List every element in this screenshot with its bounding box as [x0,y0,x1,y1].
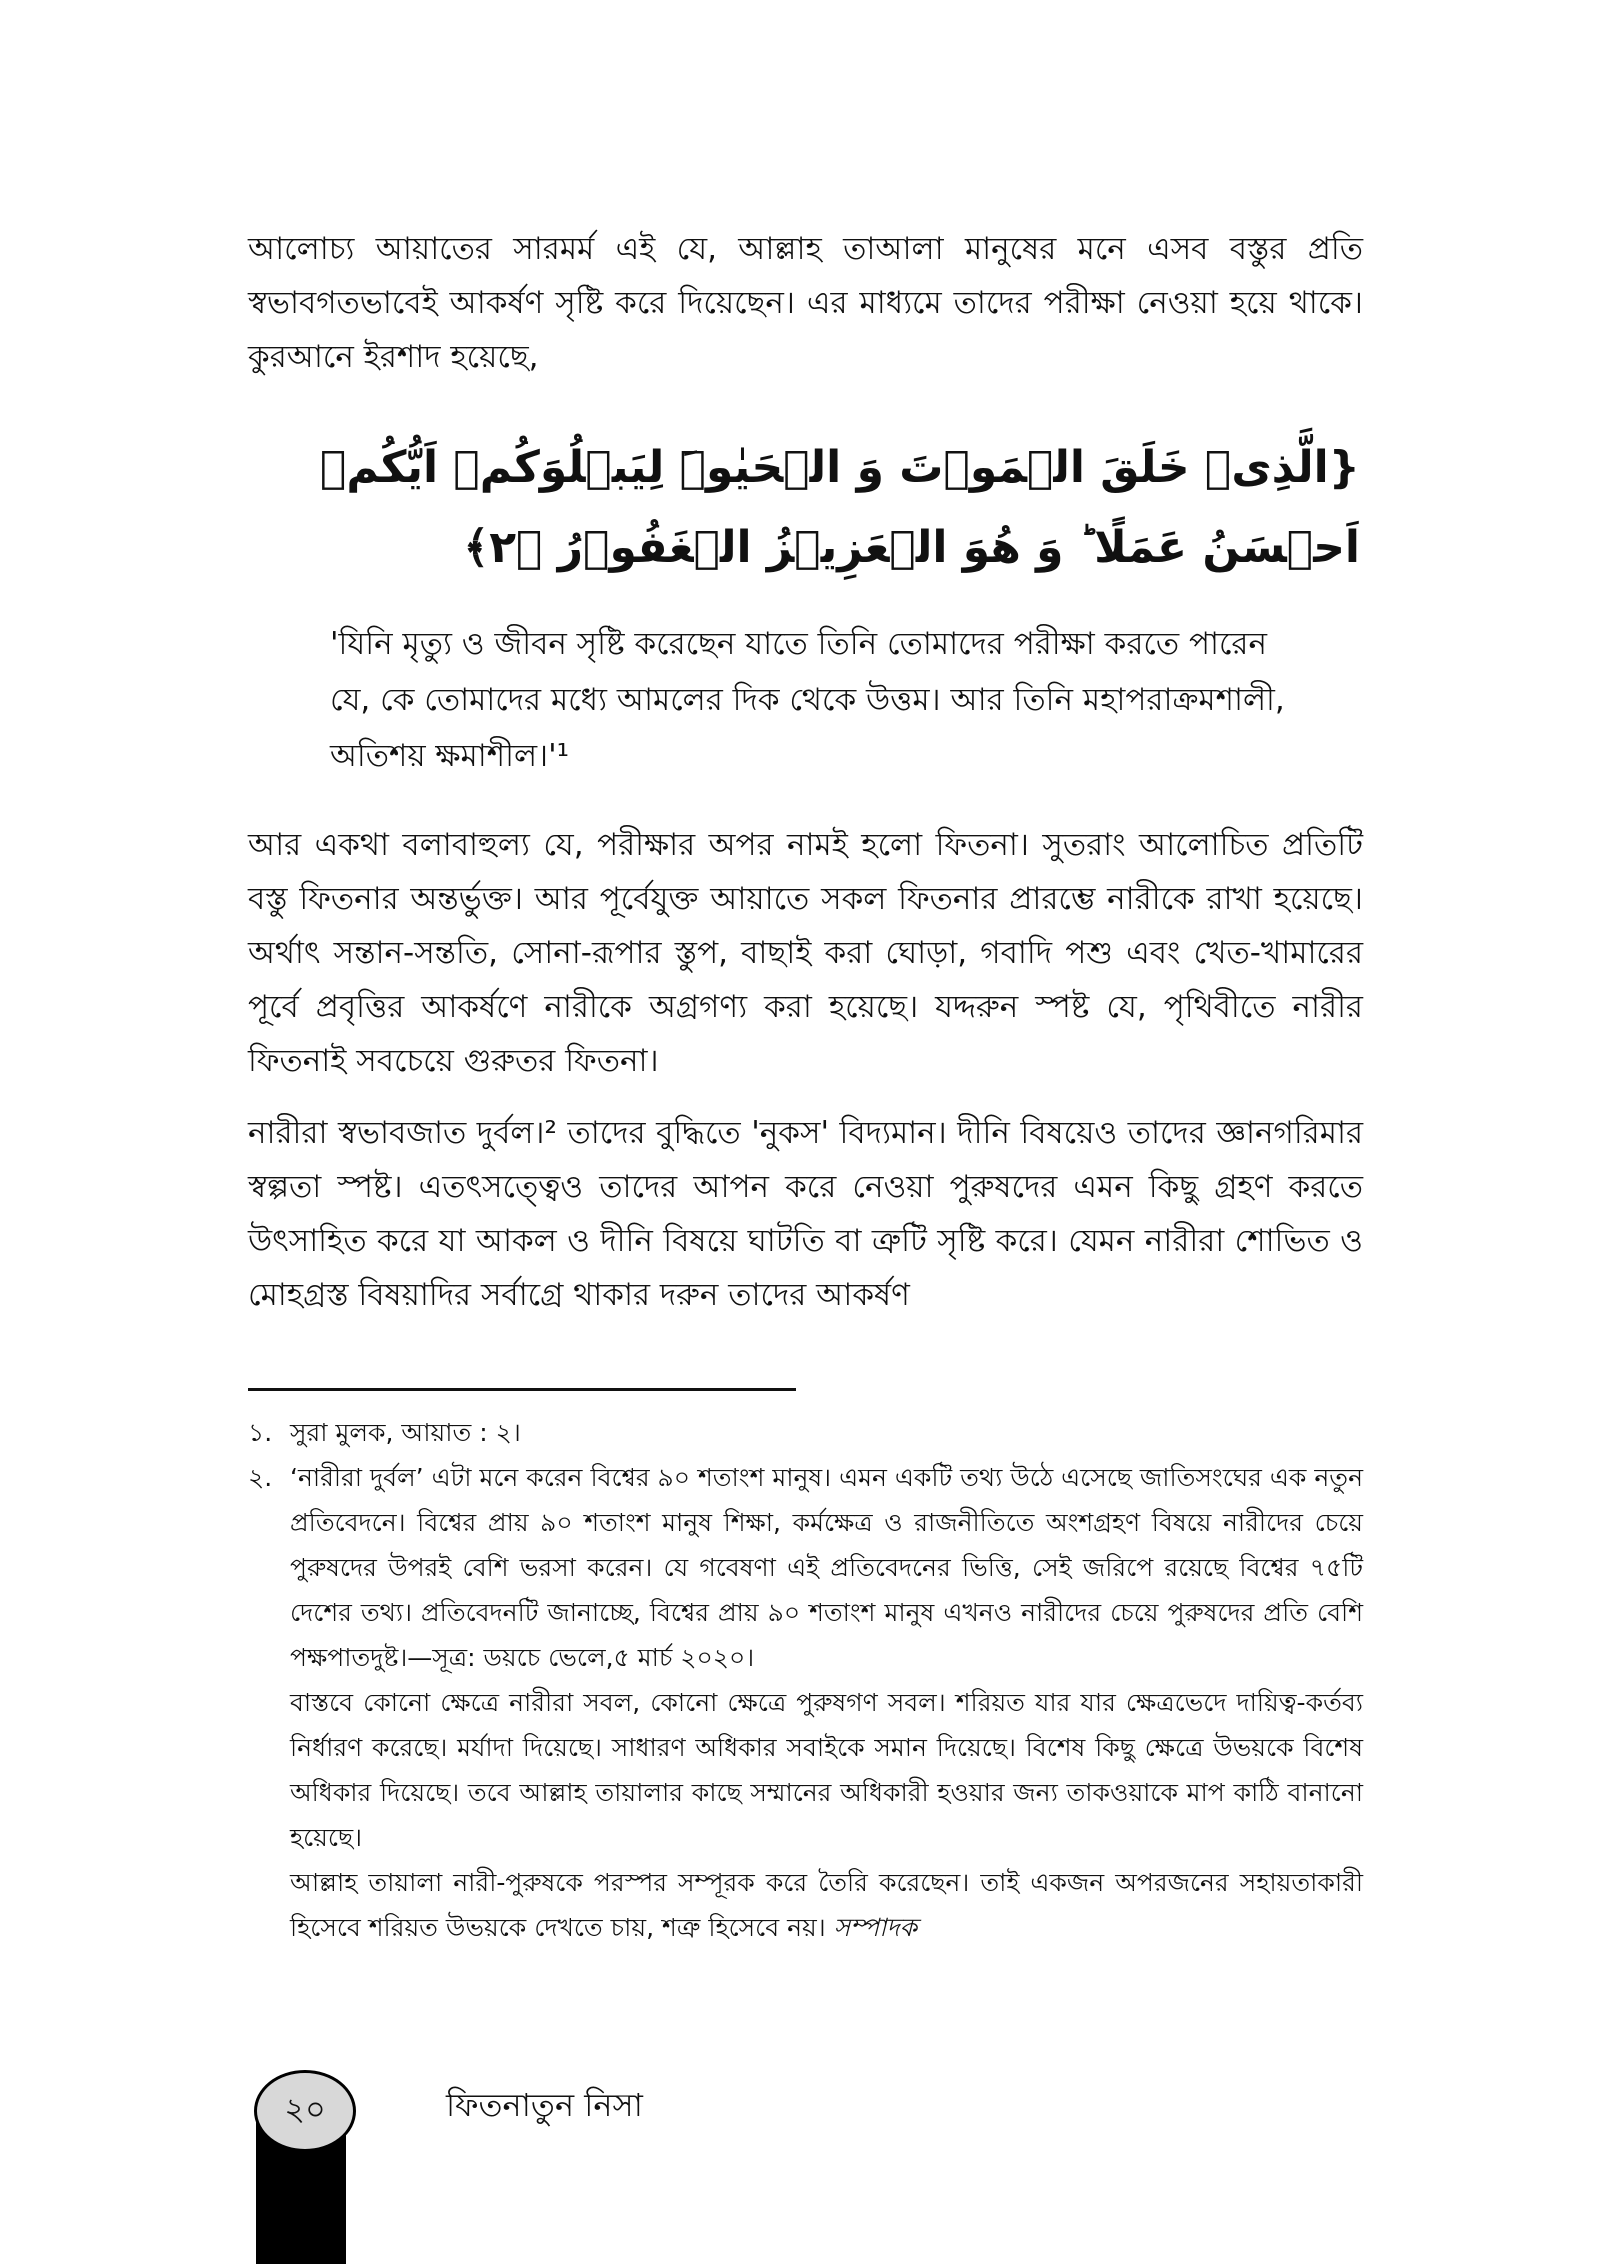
paragraph-women: নারীরা স্বভাবজাত দুর্বল।² তাদের বুদ্ধিতে 'নুকস' বিদ্যমান। দীনি বিষয়েও তাদের জ্ঞানগরিমার স্বল্পতা স্পষ্ট। এতৎসত্ত্বেও তাদের আপন করে নেওয়া পুরুষদের এমন কিছু গ্রহণ করতে উৎসাহিত করে যা আকল ও দীনি বিষয়ে ঘাটতি বা ত্রুটি সৃষ্টি করে। যেমন নারীরা শোভিত ও মোহগ্রস্ত বিষয়াদির সর্বাগ্রে থাকার দরুন তাদের আকর্ষণ [248,1115,1363,1313]
paragraph-intro: আলোচ্য আয়াতের সারমর্ম এই যে, আল্লাহ তাআলা মানুষের মনে এসব বস্তুর প্রতি স্বভাবগতভাবেই আকর্ষণ সৃষ্টি করে দিয়েছেন। এর মাধ্যমে তাদের পরীক্ষা নেওয়া হয়ে থাকে। কুরআনে ইরশাদ হয়েছে, [248,231,1363,375]
footnote-1-number: ১. [248,1418,273,1447]
footnotes [248,1410,1363,1950]
footnote-1-text: সুরা মুলক, আয়াত : ২। [290,1418,521,1447]
footnote-2 [248,1455,1363,1680]
footnote-1 [248,1410,1363,1455]
editor-credit: সম্পাদক [833,1913,917,1942]
body-text-main [248,818,1363,1340]
body-text-top [248,222,1363,402]
footnote-2-number: ২. [248,1463,273,1492]
footnote-2-paragraph-2: বাস্তবে কোনো ক্ষেত্রে নারীরা সবল, কোনো ক্ষেত্রে পুরুষগণ সবল। শরিয়ত যার যার ক্ষেত্রভেদে দায়িত্ব-কর্তব্য নির্ধারণ করেছে। মর্যাদা দিয়েছে। সাধারণ অধিকার সবাইকে সমান দিয়েছে। বিশেষ কিছু ক্ষেত্রে উভয়কে বিশেষ অধিকার দিয়েছে। তবে আল্লাহ তায়ালার কাছে সম্মানের অধিকারী হওয়ার জন্য তাকওয়াকে মাপ কাঠি বানানো হয়েছে। [290,1688,1363,1852]
running-book-title: ফিতনাতুন নিসা [446,2086,643,2124]
arabic-verse: {الَّذِیۡ خَلَقَ الۡمَوۡتَ وَ الۡحَیٰوۃَ لِیَبۡلُوَکُمۡ اَیُّکُمۡ اَحۡسَنُ عَمَلًا ؕ وَ هُوَ الۡعَزِیۡزُ الۡغَفُوۡرُ ﴿۲﴾ [319,442,1360,573]
footnote-divider [248,1388,796,1391]
verse-translation: 'যিনি মৃত্যু ও জীবন সৃষ্টি করেছেন যাতে তিনি তোমাদের পরীক্ষা করতে পারেন যে, কে তোমাদের মধ্যে আমলের দিক থেকে উত্তম। আর তিনি মহাপরাক্রমশালী, অতিশয় ক্ষমাশীল।'¹ [330,626,1285,774]
footnote-2-paragraph-3-text: আল্লাহ তায়ালা নারী-পুরুষকে পরস্পর সম্পূরক করে তৈরি করেছেন। তাই একজন অপরজনের সহায়তাকারী হিসেবে শরিয়ত উভয়কে দেখতে চায়, শত্রু হিসেবে নয়। [290,1868,1363,1942]
footnote-2-paragraph-3 [290,1860,1363,1950]
page-number: ২০ [254,2070,356,2152]
paragraph-fitna: আর একথা বলাবাহুল্য যে, পরীক্ষার অপর নামই হলো ফিতনা। সুতরাং আলোচিত প্রতিটি বস্তু ফিতনার অন্তর্ভুক্ত। আর পূর্বেযুক্ত আয়াতে সকল ফিতনার প্রারম্ভে নারীকে রাখা হয়েছে। অর্থাৎ সন্তান-সন্ততি, সোনা-রূপার স্তুপ, বাছাই করা ঘোড়া, গবাদি পশু এবং খেত-খামারের পূর্বে প্রবৃত্তির আকর্ষণে নারীকে অগ্রগণ্য করা হয়েছে। যদ্দরুন স্পষ্ট যে, পৃথিবীতে নারীর ফিতনাই সবচেয়ে গুরুতর ফিতনা। [248,827,1363,1079]
footnote-2-text: ‘নারীরা দুর্বল’ এটা মনে করেন বিশ্বের ৯০ শতাংশ মানুষ। এমন একটি তথ্য উঠে এসেছে জাতিসংঘের এক নতুন প্রতিবেদনে। বিশ্বের প্রায় ৯০ শতাংশ মানুষ শিক্ষা, কর্মক্ষেত্র ও রাজনীতিতে অংশগ্রহণ বিষয়ে নারীদের চেয়ে পুরুষদের উপরই বেশি ভরসা করেন। যে গবেষণা এই প্রতিবেদনের ভিত্তি, সেই জরিপে রয়েছে বিশ্বের ৭৫টি দেশের তথ্য। প্রতিবেদনটি জানাচ্ছে, বিশ্বের প্রায় ৯০ শতাংশ মানুষ এখনও নারীদের চেয়ে পুরুষদের প্রতি বেশি পক্ষপাতদুষ্ট।—সূত্র: ডয়চে ভেলে,৫ মার্চ ২০২০। [290,1463,1363,1672]
